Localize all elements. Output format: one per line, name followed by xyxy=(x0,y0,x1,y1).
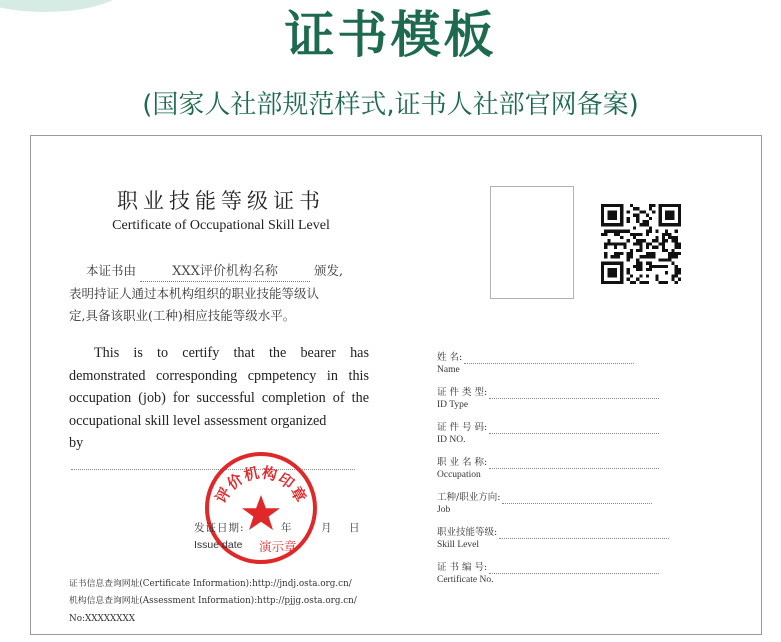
field-occupation-label-en: Occupation xyxy=(437,470,481,480)
field-job xyxy=(437,491,705,517)
issuer-prefix: 本证书由 xyxy=(86,263,137,278)
page-subtitle: (国家人社部规范样式,证书人社部官网备案) xyxy=(142,90,639,120)
field-id-type xyxy=(437,386,705,412)
field-name xyxy=(437,351,705,377)
body-cn-line-1: 表明持证人通过本机构组织的职业技能等级认 xyxy=(69,286,320,301)
field-skill-level-label-en: Skill Level xyxy=(437,540,479,550)
issuer-suffix: 颁发, xyxy=(313,263,343,278)
issue-date-label-en: Issue date xyxy=(194,539,243,551)
field-certificate-number-label-cn: 证 书 编 号: xyxy=(437,562,488,573)
certificate-number: No:XXXXXXXX xyxy=(69,614,136,624)
certificate-template xyxy=(30,135,762,635)
field-job-label-en: Job xyxy=(437,505,451,515)
field-occupation-label-cn: 职 业 名 称: xyxy=(437,457,488,468)
field-certificate-number-label-en: Certificate No. xyxy=(437,575,494,585)
issue-date-label-cn: 发证日期: xyxy=(194,522,245,534)
issue-month-label: 月 xyxy=(321,522,332,534)
photo-placeholder xyxy=(490,186,574,299)
page-title: 证书模板 xyxy=(284,6,497,64)
field-id-type-label-en: ID Type xyxy=(437,400,469,410)
field-certificate-number xyxy=(437,561,705,587)
seal-star-icon xyxy=(242,495,280,530)
issue-year-label: 年 xyxy=(281,522,292,534)
body-text-cn xyxy=(69,283,369,327)
field-name-label-cn: 姓 名: xyxy=(437,352,463,363)
field-id-number-label-cn: 证 件 号 码: xyxy=(437,422,488,433)
field-job-label-cn: 工种/职业方向: xyxy=(437,492,501,503)
field-id-number xyxy=(437,421,705,447)
field-occupation xyxy=(437,456,705,482)
body-cn-line-2: 定,具备该职业(工种)相应技能等级水平。 xyxy=(69,308,296,323)
issue-day-label: 日 xyxy=(349,522,360,534)
by-label: by xyxy=(69,435,84,451)
certificate-title-en: Certificate of Occupational Skill Level xyxy=(112,218,330,233)
demo-seal-label: 演示章 xyxy=(259,539,297,554)
org-info-url: 机构信息查询网址(Assessment Information):http://pjjg.osta.org.cn/ xyxy=(69,596,357,606)
cert-info-url: 证书信息查询网址(Certificate Information):http://jndj.osta.org.cn/ xyxy=(69,579,352,589)
field-skill-level-label-cn: 职业技能等级: xyxy=(437,527,498,538)
field-id-type-label-cn: 证 件 类 型: xyxy=(437,387,488,398)
issuer-name: XXX评价机构名称 xyxy=(140,263,310,282)
field-skill-level xyxy=(437,526,705,552)
body-en-paragraph: This is to certify that the bearer has demonstrated corresponding cpmpetency in this occupation (job) for successful completion of the occupational skill level assessment organized xyxy=(69,345,369,429)
field-name-label-en: Name xyxy=(437,365,460,375)
issuer-line xyxy=(86,260,386,282)
certificate-title-cn: 职业技能等级证书 xyxy=(117,189,325,213)
qr-code-icon xyxy=(601,204,681,288)
seal-text: 评价机构印章 xyxy=(211,463,311,507)
field-id-number-label-en: ID NO. xyxy=(437,435,466,445)
